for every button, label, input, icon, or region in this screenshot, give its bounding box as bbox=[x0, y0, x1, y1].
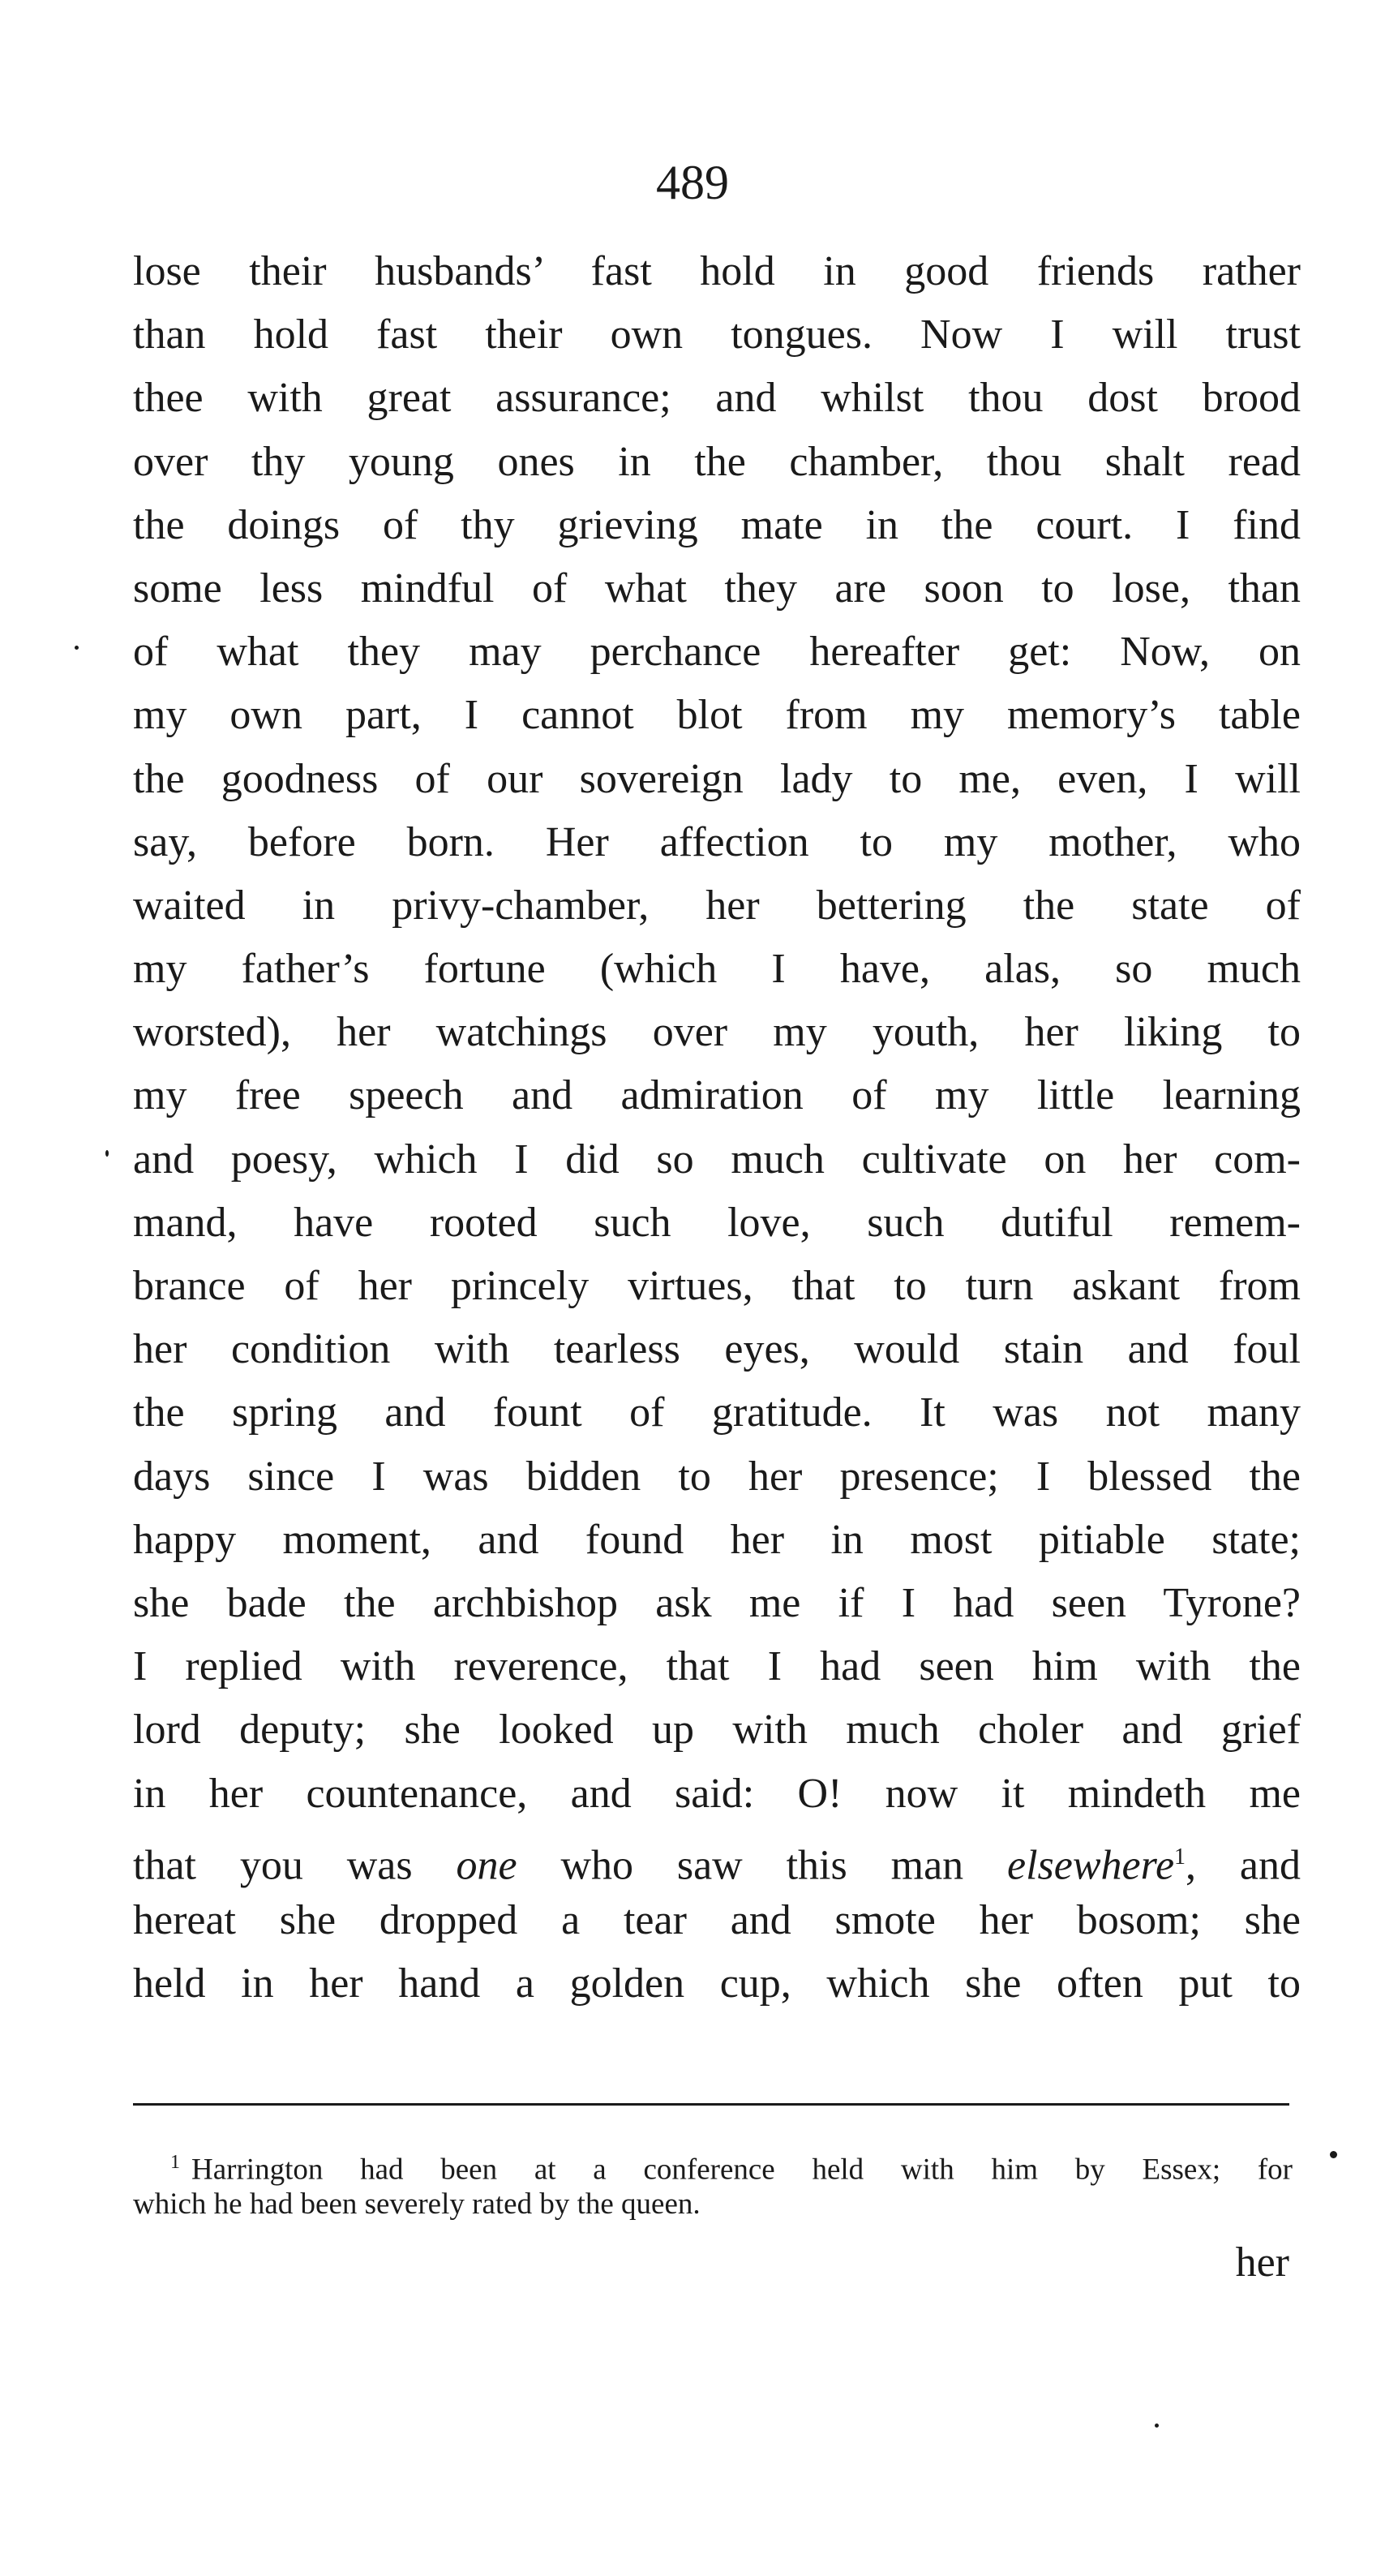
text-line: my free speech and admiration of my little learning bbox=[133, 1072, 1301, 1119]
text-line: happy moment, and found her in most pitiable state; bbox=[133, 1516, 1301, 1563]
footnote-line bbox=[133, 2141, 1293, 2187]
ink-speck bbox=[1330, 2151, 1337, 2158]
text-line: lose their husbands’ fast hold in good friends rather bbox=[133, 248, 1301, 294]
text-line: the doings of thy grieving mate in the court. I find bbox=[133, 501, 1301, 548]
text-line: held in her hand a golden cup, which she often put to bbox=[133, 1960, 1301, 2007]
text-line: the spring and fount of gratitude. It was not many bbox=[133, 1389, 1301, 1436]
text-line: my own part, I cannot blot from my memory’s table bbox=[133, 692, 1301, 739]
body-text bbox=[133, 240, 1301, 2016]
line-text: who saw this man bbox=[517, 1842, 1008, 1889]
text-line: my father’s fortune (which I have, alas, so much bbox=[133, 946, 1301, 993]
text-line: of what they may perchance hereafter get: Now, on bbox=[133, 629, 1301, 676]
text-line-with-note bbox=[133, 1826, 1301, 1889]
text-line: lord deputy; she looked up with much choler and grief bbox=[133, 1707, 1301, 1754]
text-line: than hold fast their own tongues. Now I will trust bbox=[133, 311, 1301, 358]
ink-speck bbox=[75, 646, 79, 650]
text-line: say, before born. Her affection to my mother, who bbox=[133, 818, 1301, 865]
text-line: worsted), her watchings over my youth, her liking to bbox=[133, 1009, 1301, 1056]
page-number: 489 bbox=[656, 156, 729, 209]
footnote-text: Harrington had been at a conference held with him by Essex; for bbox=[191, 2153, 1293, 2187]
text-line: brance of her princely virtues, that to turn askant from bbox=[133, 1263, 1301, 1309]
text-line: in her countenance, and said: O! now it mindeth me bbox=[133, 1770, 1301, 1817]
line-text: , and bbox=[1186, 1842, 1301, 1889]
text-line: days since I was bidden to her presence; I blessed the bbox=[133, 1453, 1301, 1500]
text-line: over thy young ones in the chamber, thou shalt read bbox=[133, 438, 1301, 485]
text-line: I replied with reverence, that I had seen him with the bbox=[133, 1643, 1301, 1690]
ink-speck bbox=[105, 1150, 109, 1157]
text-line: some less mindful of what they are soon to lose, than bbox=[133, 565, 1301, 612]
text-line: her condition with tearless eyes, would stain and foul bbox=[133, 1326, 1301, 1373]
italic-word: one bbox=[456, 1842, 517, 1889]
footnote-line: which he had been severely rated by the queen. bbox=[133, 2187, 701, 2221]
text-line: hereat she dropped a tear and smote her bosom; she bbox=[133, 1896, 1301, 1943]
footnote-reference: 1 bbox=[1174, 1844, 1186, 1870]
catchword: her bbox=[1235, 2239, 1289, 2286]
italic-word: elsewhere bbox=[1007, 1842, 1175, 1889]
text-line: thee with great assurance; and whilst thou dost brood bbox=[133, 375, 1301, 422]
text-line: and poesy, which I did so much cultivate on her com- bbox=[133, 1136, 1301, 1183]
text-line: mand, have rooted such love, such dutiful remem- bbox=[133, 1199, 1301, 1246]
text-line: waited in privy-chamber, her bettering the state of bbox=[133, 882, 1301, 929]
text-line: she bade the archbishop ask me if I had seen Tyrone? bbox=[133, 1579, 1301, 1626]
text-line: the goodness of our sovereign lady to me, even, I will bbox=[133, 755, 1301, 802]
footnote-rule bbox=[133, 2103, 1289, 2106]
ink-speck bbox=[1155, 2424, 1159, 2428]
line-text: that you was bbox=[133, 1842, 457, 1889]
footnote bbox=[133, 2141, 1293, 2226]
footnote-mark: 1 bbox=[170, 2152, 180, 2173]
